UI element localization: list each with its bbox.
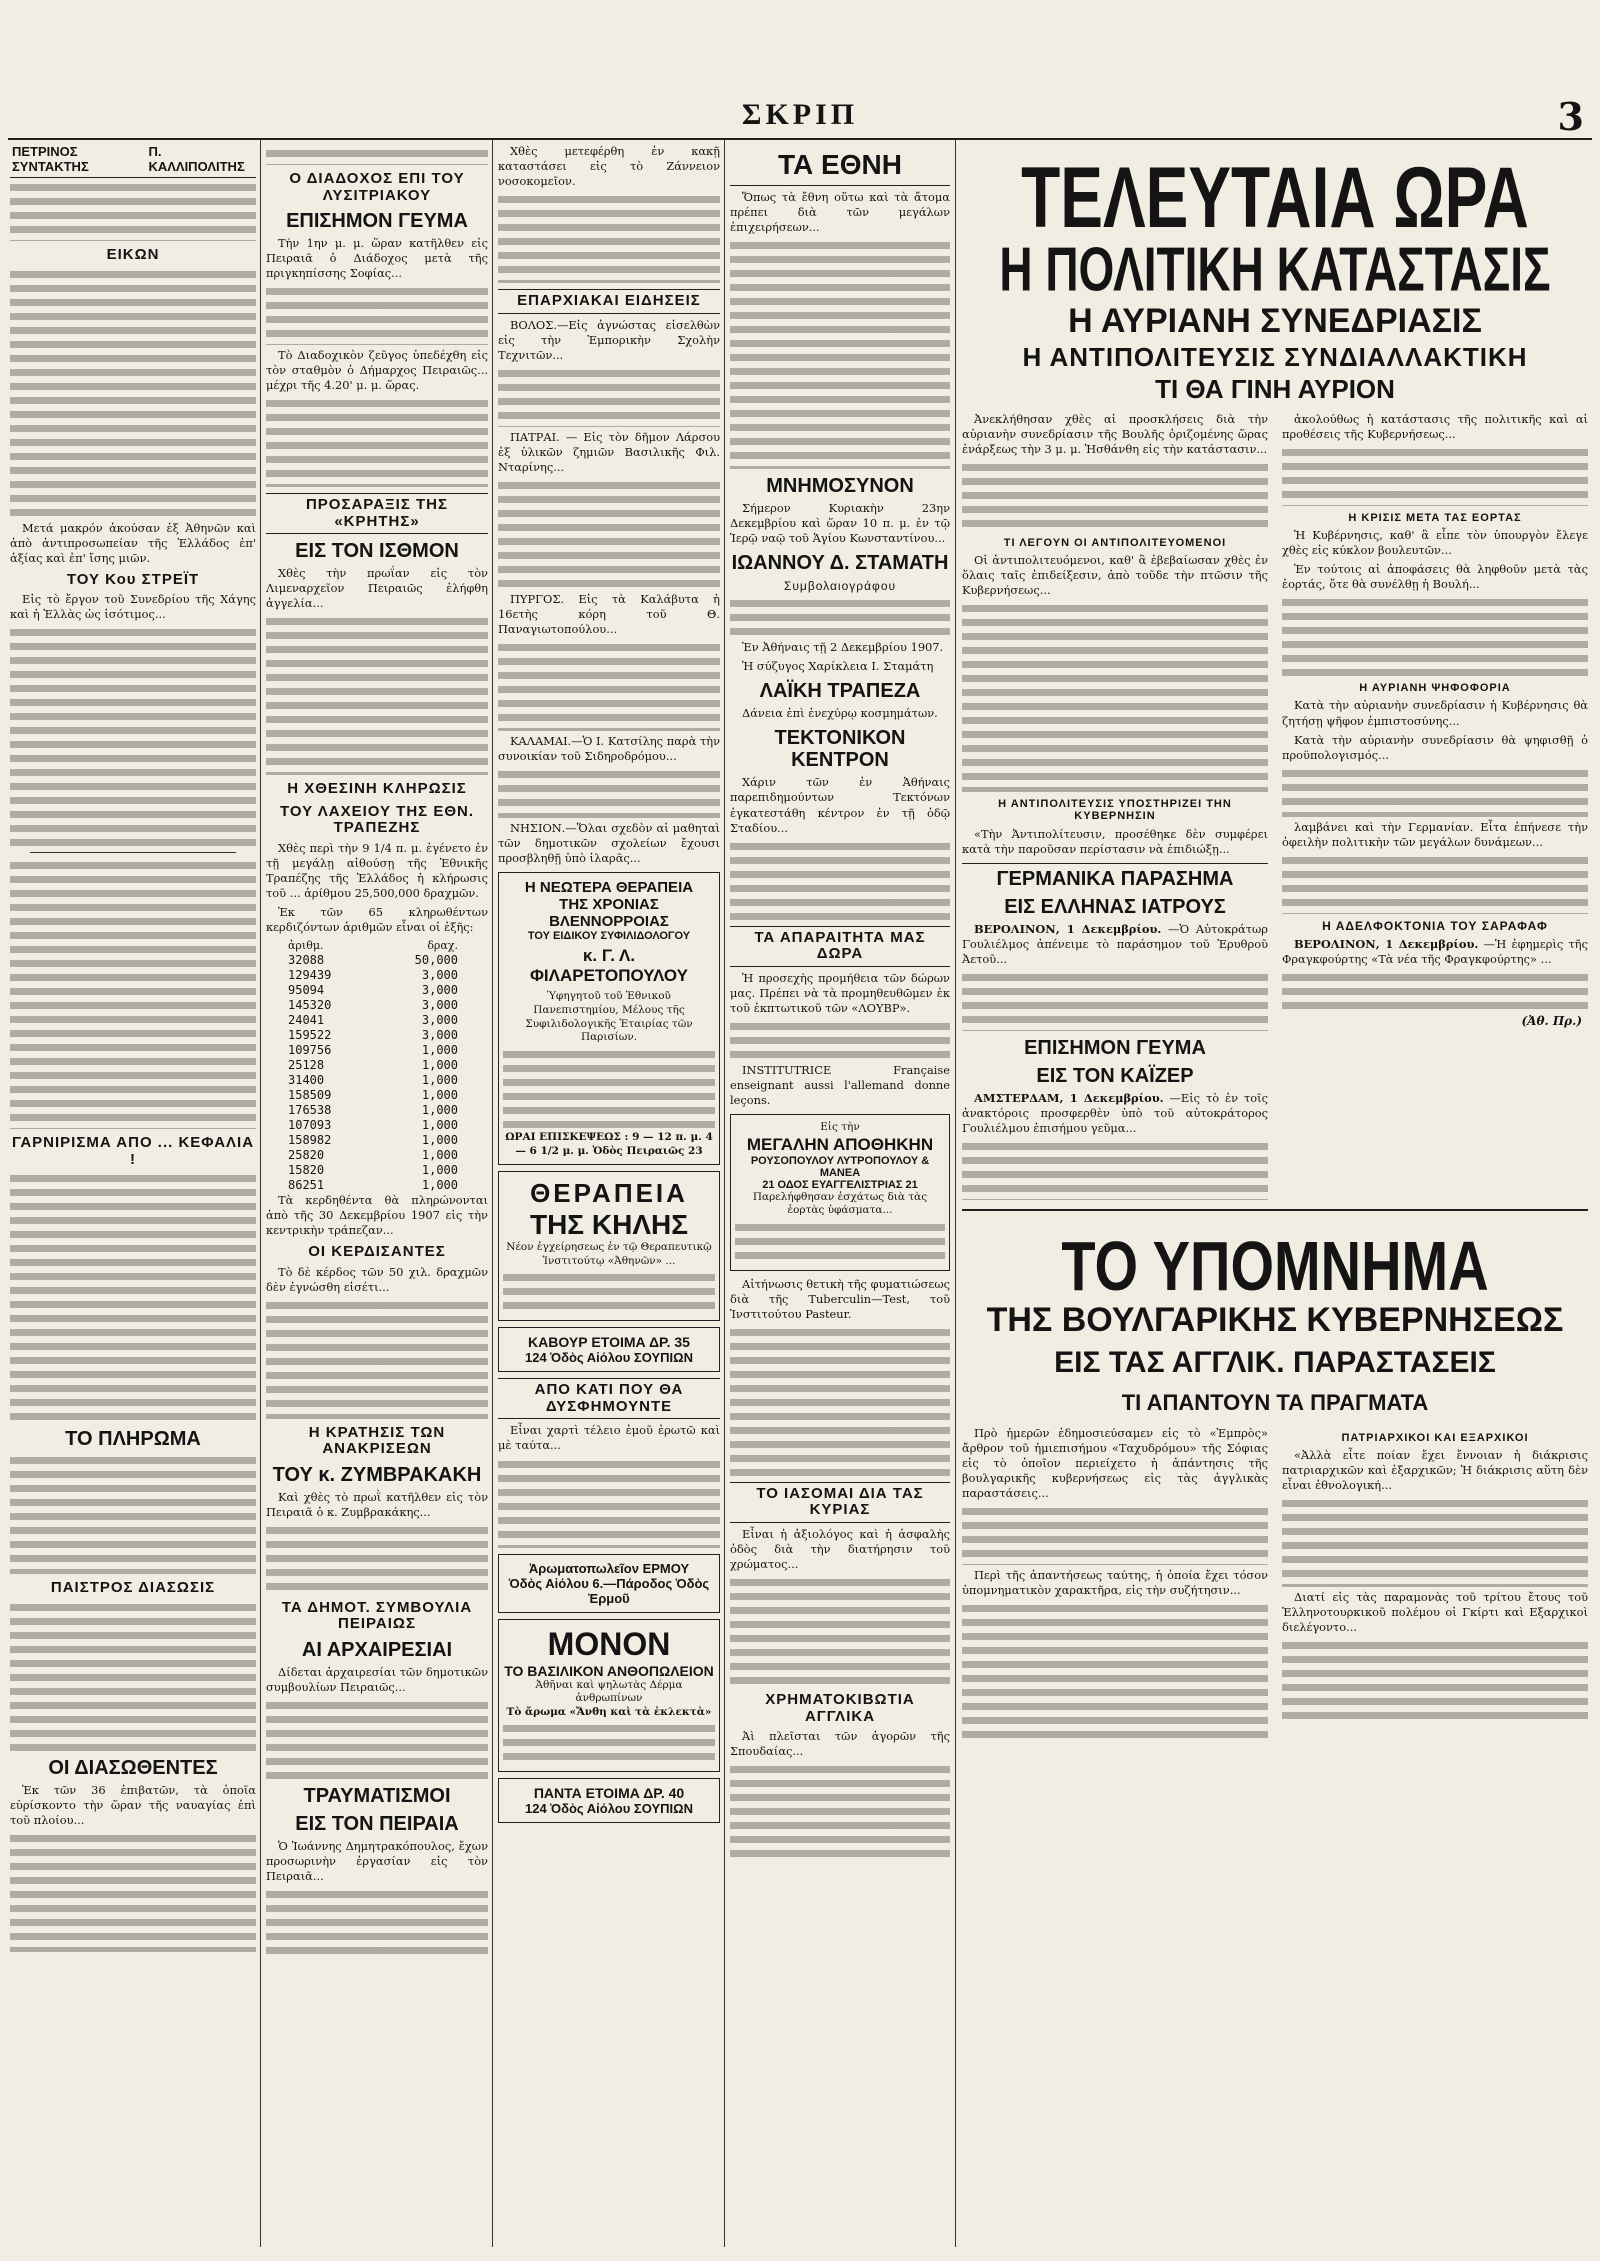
- lottery-prize: 1,000: [421, 1132, 458, 1147]
- text-block: [962, 602, 1268, 792]
- headline-diaswthentes: ΟΙ ΔΙΑΣΩΘΕΝΤΕΣ: [48, 1756, 218, 1779]
- column-rule: [492, 140, 493, 2247]
- lottery-prize: 1,000: [421, 1072, 458, 1087]
- ad-address: 124 Ὁδὸς Αἰόλου ΣΟΥΠΙΩΝ: [525, 1801, 693, 1817]
- lottery-row: [288, 1028, 458, 1043]
- paragraph: Δάνεια ἐπὶ ἐνεχύρῳ κοσμημάτων.: [742, 706, 938, 721]
- paragraph: ΒΟΛΟΣ.—Εἰς ἀγνώστας εἰσελθὼν εἰς τὴν Ἐμπορικὴν Σχολὴν Τεχνιτῶν...: [498, 317, 720, 362]
- lottery-row: [288, 1073, 458, 1088]
- column-rule: [260, 140, 261, 2247]
- ad-hours: ΩΡΑΙ ΕΠΙΣΚΕΨΕΩΣ : 9 — 12 π. μ. 4 — 6 1/2 μ. μ. Ὁδὸς Πειραιῶς 23: [505, 1130, 713, 1157]
- headline-kaizer: ΕΙΣ ΤΟΝ ΚΑΪΖΕΡ: [1036, 1064, 1194, 1087]
- column-2: [266, 144, 488, 2247]
- column-3: [498, 144, 720, 2247]
- ad-subtitle: ΤΟΥ ΕΙΔΙΚΟΥ ΣΥΦΙΛΙΔΟΛΟΓΟΥ: [527, 930, 691, 943]
- source-signature: (Ἀθ. Πρ.): [1521, 1014, 1582, 1029]
- text-block: [503, 1722, 715, 1762]
- ad-title: ΘΕΡΑΠΕΙΑ: [530, 1178, 688, 1209]
- text-block: [10, 859, 256, 1129]
- ad-doctor-name: κ. Γ. Λ. ΦΙΛΑΡΕΤΟΠΟΥΛΟΥ: [529, 946, 689, 986]
- paragraph: Διατί εἰς τὰς παραμονὰς τοῦ τρίτου ἔτους τοῦ Ἑλληνοτουρκικοῦ πολέμου οἱ Γκίρτι καὶ Εξαρχικοὶ διελέγοντο...: [1282, 1590, 1588, 1635]
- text-block: [266, 1699, 488, 1779]
- paragraph: Περὶ τῆς ἀπαντήσεως ταύτης, ἡ ὁποία ἔχει τόσον ὑπομνηματικὸν χαρακτῆρα, εἰς τὴν συζήτησιν...: [962, 1568, 1268, 1598]
- lottery-prize: 3,000: [421, 982, 458, 997]
- paragraph: Εἶναι ἡ ἀξιολόγος καὶ ἡ ἀσφαλὴς ὁδὸς διὰ τὴν διατήρησιν τοῦ χρώματος...: [730, 1526, 950, 1572]
- text-block: [10, 1832, 256, 1952]
- ad-title: ΤΗΣ ΚΗΛΗΣ: [529, 1209, 689, 1241]
- ad-title: ΚΑΒΟΥΡ ΕΤΟΙΜΑ ΔΡ. 35: [528, 1334, 690, 1351]
- paragraph: Κατὰ τὴν αὐριανὴν συνεδρίασιν ἡ Κυβέρνησις θὰ ζητήσῃ ψῆφον ἐμπιστοσύνης...: [1282, 698, 1588, 728]
- feuilleton-label: ΠΕΤΡΙΝΟΣ ΣΥΝΤΑΚΤΗΣ: [12, 144, 89, 174]
- headline-eparxiakai: ΕΠΑΡΧΙΑΚΑΙ ΕΙΔΗΣΕΙΣ: [498, 289, 720, 314]
- headline-tektonikon: ΤΕΚΤΟΝΙΚΟΝ ΚΕΝΤΡΟΝ: [774, 727, 906, 772]
- text-block: [730, 239, 950, 469]
- lottery-row: [288, 953, 458, 968]
- headline-apantoun: ΤΙ ΑΠΑΝΤΟΥΝ ΤΑ ΠΡΑΓΜΑΤΑ: [1121, 1389, 1429, 1415]
- text-block: [10, 268, 256, 518]
- text-block: [1282, 596, 1588, 676]
- lottery-header-number: ἀριθμ.: [288, 939, 324, 953]
- text-block: [10, 1601, 256, 1751]
- lottery-prize: 1,000: [421, 1087, 458, 1102]
- headline-avriani-synedriasis: Η ΑΥΡΙΑΝΗ ΣΥΝΕΔΡΙΑΣΙΣ: [1068, 302, 1482, 340]
- ad-body: Ἀθῆναι καὶ ψηλωτὰς Δέρμα ἀνθρωπίνων: [535, 1678, 683, 1705]
- text-block: [962, 1505, 1268, 1565]
- headline-iasomai: ΤΟ ΙΑΣΟΜΑΙ ΔΙΑ ΤΑΣ ΚΥΡΙΑΣ: [730, 1482, 950, 1523]
- headline-peiraia: ΕΙΣ ΤΟΝ ΠΕΙΡΑΙΑ: [295, 1812, 459, 1835]
- lottery-row: [288, 1148, 458, 1163]
- headline-krisis: Η ΚΡΙΣΙΣ ΜΕΤΑ ΤΑΣ ΕΟΡΤΑΣ: [1348, 512, 1522, 525]
- text-block: [962, 461, 1268, 531]
- ad-body: Ὑφηγητοῦ τοῦ Ἐθνικοῦ Πανεπιστημίου, Μέλους τῆς Συφιλιδολογικῆς Ἑταιρίας τῶν Παρισίων.: [525, 990, 693, 1044]
- ad-body: Νέον ἐγχείρησεως ἐν τῷ Θεραπευτικῷ Ἰνστιτούτῳ «Ἀθηνῶν» ...: [506, 1241, 712, 1267]
- headline-xrimatokivotia: ΧΡΗΜΑΤΟΚΙΒΩΤΙΑ ΑΓΓΛΙΚΑ: [765, 1691, 915, 1725]
- memorial-role: Συμβολαιογράφου: [783, 579, 897, 594]
- paragraph: ΝΗΣΙΟΝ.—Ὅλαι σχεδὸν αἱ μαθηταὶ τῶν δημοτικῶν σχολείων ἔχουσι προσβληθῇ ὑπὸ ἰλαρᾶς...: [498, 821, 720, 866]
- paragraph: Τὸ δὲ κέρδος τῶν 50 χιλ. δραχμῶν δὲν ἐγνώσθη εἰσέτι...: [266, 1264, 488, 1294]
- headline-episimon-geuma: ΕΠΙΣΗΜΟΝ ΓΕΥΜΑ: [1024, 1036, 1206, 1059]
- lottery-number: 24041: [288, 1012, 325, 1027]
- text-block: [730, 840, 950, 920]
- divider: [962, 1209, 1588, 1211]
- text-block: [1282, 767, 1588, 817]
- ad-title: Η ΝΕΩΤΕΡΑ ΘΕΡΑΠΕΙΑ: [524, 879, 694, 897]
- paragraph: Εἰς τὸ ἔργον τοῦ Συνεδρίου τῆς Χάγης καὶ ἡ Ἑλλὰς ὡς ἰσότιμος...: [10, 592, 256, 622]
- text-block: [730, 1576, 950, 1686]
- paragraph: Μετά μακρόν ἀκούσαν ἐξ Ἀθηνῶν καὶ ἀπὸ ἀντιπροσωπείαν τῆς Ἑλλάδος ἐπ' ἀξίας καὶ ἐπ' ἴσης μιῶν.: [10, 520, 256, 565]
- ad-title: ΤΟ ΒΑΣΙΛΙΚΟΝ ΑΝΘΟΠΩΛΕΙΟΝ: [504, 1662, 714, 1679]
- lottery-number: 158509: [288, 1087, 332, 1102]
- headline-kerdisantes: ΟΙ ΚΕΡΔΙΣΑΝΤΕΣ: [308, 1243, 446, 1261]
- headline-garnirisma: ΓΑΡΝΙΡΙΣΜΑ ΑΠΟ ... ΚΕΦΑΛΙΑ !: [11, 1134, 255, 1168]
- headline-eikon: ΕΙΚΩΝ: [106, 246, 160, 263]
- paragraph: Ἐκ τῶν 65 κληρωθέντων κερδιζόντων ἀριθμῶν εἶναι οἱ ἑξῆς:: [266, 905, 488, 935]
- text-block: [962, 1602, 1268, 1742]
- lottery-row: [288, 968, 458, 983]
- ad-title: Ἀρωματοπωλεῖον ΕΡΜΟΥ: [528, 1560, 690, 1576]
- headline-laiki: ΛΑΪΚΗ ΤΡΑΠΕΖΑ: [759, 680, 921, 703]
- headline-voulgarikis: ΤΗΣ ΒΟΥΛΓΑΡΙΚΗΣ ΚΥΒΕΡΝΗΣΕΩΣ: [986, 1300, 1564, 1339]
- two-column-block: [962, 412, 1588, 1203]
- column-1: [10, 144, 256, 2247]
- paragraph: Χθὲς περὶ τὴν 9 1/4 π. μ. ἐγένετο ἐν τῇ μεγάλῃ αἰθούσῃ τῆς Ἐθνικῆς Τραπέζης τῆς Ἑλλάδος ἡ κλήρωσις τοῦ ... ἀρίθμου 25,500,000 δραχμῶν.: [266, 840, 488, 901]
- advertisement-filaretopoulos: [498, 872, 720, 1165]
- lottery-prize: 3,000: [421, 1012, 458, 1027]
- paragraph: Ἐκ τῶν 36 ἐπιβατῶν, τὰ ὁποῖα εὑρίσκοντο τὴν ὥραν τῆς ναυαγίας ἐπὶ τοῦ πλοίου...: [10, 1782, 256, 1827]
- headline-psifoforia: Η ΑΥΡΙΑΝΗ ΨΗΦΟΦΟΡΙΑ: [1359, 682, 1511, 695]
- lottery-prize: 1,000: [421, 1057, 458, 1072]
- paragraph: «Ἀλλὰ εἶτε ποίαν ἔχει ἔννοιαν ἡ διάκρισις πατριαρχικῶν καὶ ἐξαρχικῶν; Ἡ διάκρισις αὕτη δὲν εἶναι ἐθνολογική...: [1282, 1448, 1588, 1493]
- paragraph: ΠΥΡΓΟΣ. Εἰς τὰ Καλάβυτα ἡ 16ετὴς κόρη τοῦ Θ. Παναγιωτοπούλου...: [498, 591, 720, 637]
- feuilleton-author: Π. ΚΑΛΛΙΠΟΛΙΤΗΣ: [148, 144, 245, 174]
- text-block: [266, 1524, 488, 1594]
- ad-title: ΜΟΝΟΝ: [547, 1625, 671, 1662]
- text-block: [498, 641, 720, 731]
- lottery-prize: 1,000: [421, 1162, 458, 1177]
- newspaper-title: ΣΚΡΙΠ: [741, 98, 859, 131]
- paragraph: Ἡ Κυβέρνησις, καθ' ἃ εἶπε τὸν ὑπουργὸν ἔλεγε χθὲς εἰς κύκλον βουλευτῶν...: [1282, 528, 1588, 558]
- page-number: 3: [1557, 94, 1584, 139]
- text-block: [962, 971, 1268, 1031]
- lottery-prize: 1,000: [421, 1042, 458, 1057]
- lottery-number: 109756: [288, 1042, 332, 1057]
- headline-diaswsis: ΠΑΙΣΤΡΟΣ ΔΙΑΣΩΣΙΣ: [50, 1579, 216, 1597]
- text-block: [266, 147, 488, 165]
- lottery-row: [288, 983, 458, 998]
- paragraph: Ὁ Ἰωάννης Δημητρακόπουλος, ἔχων προσωρινὴν ἐργασίαν εἰς τὸν Πειραιᾶ...: [266, 1838, 488, 1883]
- headline-mnimosynon: ΜΝΗΜΟΣΥΝΟΝ: [766, 474, 914, 497]
- ad-address: 21 ΟΔΟΣ ΕΥΑΓΓΕΛΙΣΤΡΙΑΣ 21: [762, 1178, 918, 1191]
- headline-laxeiou: ΤΟΥ ΛΑΧΕΙΟΥ ΤΗΣ ΕΘΝ. ΤΡΑΠΕΖΗΣ: [279, 802, 475, 837]
- lottery-row: [288, 998, 458, 1013]
- subcolumn-right: [1282, 412, 1588, 1203]
- text-block: [10, 626, 256, 846]
- text-block: [962, 1140, 1268, 1200]
- headline-politiki-katastasis: Η ΠΟΛΙΤΙΚΗ ΚΑΤΑΣΤΑΣΙΣ: [999, 233, 1551, 305]
- paragraph-body: —Εἰς τὸ ἐν τοῖς ἀνακτόροις προσφερθὲν ὑπὸ τοῦ αὐτοκράτορος Γουλιέλμου ἐπισήμου γεῦμα...: [962, 1090, 1268, 1135]
- ad-intro: Εἰς τὴν: [820, 1120, 860, 1133]
- paragraph: Χάριν τῶν ἐν Ἀθήναις παρεπιδημούντων Τεκτόνων ἐγκατεστάθη κέντρον ἐν τῇ ὁδῷ Σταδίου...: [730, 775, 950, 835]
- lottery-row: [288, 1133, 458, 1148]
- lottery-header: [288, 939, 458, 953]
- paragraph: λαμβάνει καὶ τὴν Γερμανίαν. Εἶτα ἐπήνεσε τὴν ὀφειλὴν πολιτικὴν τῶν μεγάλων δυνάμεων...: [1282, 819, 1588, 849]
- paragraph: Δίδεται ἀρχαιρεσίαι τῶν δημοτικῶν συμβουλίων Πειραιῶς...: [266, 1664, 488, 1694]
- text-block: [503, 1048, 715, 1128]
- lottery-number: 129439: [288, 967, 332, 982]
- text-block: [1282, 1639, 1588, 1719]
- ad-body: Τὸ ἄρωμα «Ἄνθη καὶ τὰ ἐκλεκτὰ»: [506, 1705, 712, 1718]
- lottery-number: 86251: [288, 1177, 325, 1192]
- text-block: [1282, 971, 1588, 1011]
- advertisement-anthopoleion: [498, 1619, 720, 1773]
- paragraph: Οἱ ἀντιπολιτευόμενοι, καθ' ἃ ἐβεβαίωσαν χθὲς ἐν ὅλαις ταῖς ἐπιδείξεσιν, ἀπὸ τοῦδε τὴν πτῶσιν τῆς Κυβερνήσεως...: [962, 553, 1268, 598]
- ad-title: ΜΕΓΑΛΗΝ ΑΠΟΘΗΚΗΝ: [746, 1134, 934, 1154]
- headline-strait: ΤΟΥ Κου ΣΤΡΕΪΤ: [66, 570, 200, 588]
- ad-body: Παρελήφθησαν ἐσχάτως διὰ τὰς ἑορτὰς ὑφάσματα...: [752, 1190, 928, 1217]
- column-rule: [955, 140, 956, 2247]
- headline-legousi: ΤΙ ΛΕΓΟΥΝ ΟΙ ΑΝΤΙΠΟΛΙΤΕΥΟΜΕΝΟΙ: [1003, 537, 1227, 550]
- text-block: [498, 768, 720, 818]
- lottery-number: 31400: [288, 1072, 325, 1087]
- column-rule: [724, 140, 725, 2247]
- text-block: [10, 1172, 256, 1422]
- paragraph: Εἶναι χαρτὶ τέλειο ἐμοῦ ἐρωτῶ καὶ μὲ ταύτα...: [498, 1423, 720, 1453]
- lottery-row: [288, 1163, 458, 1178]
- headline-adelfoktonia: Η ΑΔΕΛΦΟΚΤΟΝΙΑ ΤΟΥ ΣΑΡΑΦΑΦ: [1322, 918, 1548, 933]
- advertisement-kili: [498, 1171, 720, 1321]
- paragraph: Σήμερον Κυριακὴν 23ην Δεκεμβρίου καὶ ὥραν 10 π. μ. ἐν τῷ Ἱερῷ ναῷ τοῦ Ἁγίου Κωνσταντίνου...: [730, 500, 950, 546]
- advertisement-kavour: [498, 1327, 720, 1372]
- text-block: [498, 367, 720, 427]
- text-block: [503, 1271, 715, 1311]
- lottery-row: [288, 1118, 458, 1133]
- paragraph-body: —Ὁ Αὐτοκράτωρ Γουλιέλμος ἀπένειμε τὸ παράσημον τοῦ Ἐρυθροῦ Ἀετοῦ...: [962, 921, 1268, 966]
- text-block: [730, 597, 950, 637]
- text-block: [730, 1763, 950, 1863]
- subcolumn-left-lower: [962, 1426, 1268, 1745]
- paragraph: Ὅπως τὰ ἔθνη οὕτω καὶ τὰ ἄτομα πρέπει διὰ τῶν μεγάλων ἐπιχειρήσεων...: [730, 189, 950, 234]
- headline-dimot: ΤΑ ΔΗΜΟΤ. ΣΥΜΒΟΥΛΙΑ ΠΕΙΡΑΙΩΣ: [281, 1598, 473, 1633]
- headline-arxairesiai: ΑΙ ΑΡΧΑΙΡΕΣΙΑΙ: [301, 1638, 453, 1661]
- lottery-prize: 3,000: [421, 967, 458, 982]
- advertisement-apothiki: [730, 1114, 950, 1271]
- paragraph: Ἐν τούτοις αἱ ἀποφάσεις θὰ ληφθοῦν μετὰ τὰς ἑορτάς, ὅτε θὰ συνέλθῃ ἡ Βουλή...: [1282, 562, 1588, 592]
- paragraph: Αἰτήνωσις θετικὴ τῆς φυματιώσεως διὰ τῆς Tuberculin—Test, τοῦ Ἰνστιτούτου Pasteur.: [730, 1276, 950, 1321]
- paragraph: [962, 1091, 1268, 1136]
- headline-zymbrakakis: ΤΟΥ κ. ΖΥΜΒΡΑΚΑΚΗ: [272, 1463, 482, 1486]
- headline-patriarxikoi: ΠΑΤΡΙΑΡΧΙΚΟΙ ΚΑΙ ΕΞΑΡΧΙΚΟΙ: [1341, 1431, 1529, 1444]
- text-block: [730, 1326, 950, 1476]
- lottery-row: [288, 1103, 458, 1118]
- lottery-row: [288, 1013, 458, 1028]
- memorial-signature: Ἡ σύζυγος Χαρίκλεια Ι. Σταμάτη: [742, 659, 934, 674]
- dateline: ΒΕΡΟΛΙΝΟΝ, 1 Δεκεμβρίου.: [1294, 936, 1479, 951]
- headline-diadoxos: Ο ΔΙΑΔΟΧΟΣ ΕΠΙ ΤΟΥ ΛΥΣΙΤΡΙΑΚΟΥ: [289, 170, 465, 204]
- text-block: [1282, 446, 1588, 506]
- text-block: [10, 1454, 256, 1574]
- lottery-prize: 3,000: [421, 997, 458, 1012]
- lottery-row: [288, 1178, 458, 1193]
- lottery-row: [288, 1058, 458, 1073]
- text-block: [10, 181, 256, 241]
- advertisement-panta-etoima: [498, 1778, 720, 1823]
- feuilleton-header: [10, 144, 256, 178]
- paragraph: ΚΑΛΑΜΑΙ.—Ὁ Ι. Κατσίλης παρὰ τὴν συνοικίαν τοῦ Σιδηροδρόμου...: [498, 734, 720, 764]
- paragraph-body: —Ἡ ἐφημερὶς τῆς Φραγκφούρτης «Τὰ νέα τῆς Φραγκφούρτης» ...: [1282, 936, 1588, 966]
- text-block: [498, 479, 720, 589]
- paragraph: [962, 922, 1268, 967]
- headline-kratisi: Η ΚΡΑΤΗΣΙΣ ΤΩΝ ΑΝΑΚΡΙΣΕΩΝ: [308, 1423, 446, 1458]
- paragraph: ἀκολούθως ἡ κατάστασις τῆς πολιτικῆς καὶ αἱ προθέσεις τῆς Κυβερνήσεως...: [1282, 412, 1588, 442]
- paragraph: [1282, 937, 1588, 967]
- text-block: [1282, 854, 1588, 914]
- two-column-block-lower: [962, 1426, 1588, 1745]
- lottery-header-prize: δραχ.: [427, 939, 458, 953]
- headline-episimon: ΕΠΙΣΗΜΟΝ ΓΕΥΜΑ: [286, 210, 468, 232]
- lottery-row: [288, 1043, 458, 1058]
- paragraph: Χθὲς μετεφέρθη ἐν κακῇ καταστάσει εἰς τὸ Ζάννειον νοσοκομεῖον.: [498, 144, 720, 189]
- headline-antipoliteusis: Η ΑΝΤΙΠΟΛΙΤΕΥΣΙΣ ΣΥΝΔΙΑΛΛΑΚΤΙΚΗ: [1022, 342, 1528, 372]
- headline-aparaiteta: ΤΑ ΑΠΑΡΑΙΤΗΤΑ ΜΑΣ ΔΩΡΑ: [730, 926, 950, 967]
- paragraph: Κατὰ τὴν αὐριανὴν συνεδρίασιν θὰ ψηφισθῇ ὁ προϋπολογισμός...: [1282, 732, 1588, 762]
- paragraph: INSTITUTRICE Française enseignant aussi l'allemand donne leçons.: [730, 1062, 950, 1107]
- lottery-prize: 1,000: [421, 1102, 458, 1117]
- ad-title: ΤΗΣ ΧΡΟΝΙΑΣ ΒΛΕΝΝΟΡΡΟΙΑΣ: [549, 896, 669, 931]
- text-block: [266, 1299, 488, 1419]
- text-block: [266, 285, 488, 345]
- text-block: [1282, 1497, 1588, 1587]
- lottery-number: 15820: [288, 1162, 325, 1177]
- ad-address: 124 Ὁδὸς Αἰόλου ΣΟΥΠΙΩΝ: [525, 1350, 693, 1366]
- lottery-prize: 1,000: [421, 1147, 458, 1162]
- advertisement-ermou: [498, 1554, 720, 1613]
- headline-isthmon: ΕΙΣ ΤΟΝ ΙΣΘΜΟΝ: [295, 540, 459, 563]
- paragraph: Καὶ χθὲς τὸ πρωῒ κατῆλθεν εἰς τὸν Πειραιᾶ ὁ κ. Ζυμβρακάκης...: [266, 1489, 488, 1519]
- lottery-results-table: [266, 939, 488, 1193]
- headline-germanika: ΓΕΡΜΑΝΙΚΑ ΠΑΡΑΣΗΜΑ: [962, 863, 1268, 890]
- headline-ethni: ΤΑ ΕΘΝΗ: [730, 150, 950, 186]
- memorial-date: Ἐν Ἀθήναις τῇ 2 Δεκεμβρίου 1907.: [742, 640, 944, 655]
- lottery-row: [288, 1088, 458, 1103]
- headline-ypomnima: ΤΟ ΥΠΟΜΝΗΜΑ: [1061, 1226, 1489, 1305]
- text-block: [498, 193, 720, 283]
- headline-prosaraxis: ΠΡΟΣΑΡΑΞΙΣ ΤΗΣ «ΚΡΗΤΗΣ»: [266, 493, 488, 534]
- headline-parastaseis: ΕΙΣ ΤΑΣ ΑΓΓΛΙΚ. ΠΑΡΑΣΤΑΣΕΙΣ: [1054, 1345, 1496, 1379]
- headline-antipol-yposthrizei: Η ΑΝΤΙΠΟΛΙΤΕΥΣΙΣ ΥΠΟΣΤΗΡΙΖΕΙ ΤΗΝ ΚΥΒΕΡΝΗΣΙΝ: [998, 798, 1232, 823]
- masthead: [8, 94, 1592, 140]
- paragraph: ΠΑΤΡΑΙ. — Εἰς τὸν δῆμον Λάρσου ἐξ ὑλικῶν ζημιῶν Βασιλικῆς Φιλ. Νταρίνης...: [498, 429, 720, 474]
- column-4: [730, 144, 950, 2247]
- ad-address: Ὁδὸς Αἰόλου 6.—Πάροδος Ὁδὸς Ἑρμοῦ: [508, 1575, 710, 1606]
- text-block: [266, 615, 488, 775]
- headline-klirwsis: Η ΧΘΕΣΙΝΗ ΚΛΗΡΩΣΙΣ: [287, 780, 467, 798]
- divider: [30, 852, 236, 853]
- subcolumn-right-lower: [1282, 1426, 1588, 1745]
- headline-teleutaia-wra: ΤΕΛΕΥΤΑΙΑ ΩΡΑ: [1021, 148, 1529, 246]
- lottery-number: 145320: [288, 997, 332, 1012]
- headline-dysfimountes: ΑΠΟ ΚΑΤΙ ΠΟΥ ΘΑ ΔΥΣΦΗΜΟΥΝΤΕ: [498, 1378, 720, 1419]
- lottery-number: 107093: [288, 1117, 332, 1132]
- lottery-number: 95094: [288, 982, 325, 997]
- lottery-prize: 1,000: [421, 1117, 458, 1132]
- lottery-prize: 50,000: [414, 952, 458, 967]
- text-block: [730, 1020, 950, 1060]
- paragraph: Τὸ Διαδοχικὸν ζεῦγος ὑπεδέχθη εἰς τὸν σταθμὸν ὁ Δήμαρχος Πειραιῶς... μέχρι τῆς 4.20' μ. μ. ὥρας.: [266, 348, 488, 393]
- headline-ellinas-iatrous: ΕΙΣ ΕΛΛΗΝΑΣ ΙΑΤΡΟΥΣ: [1004, 895, 1226, 918]
- lottery-prize: 3,000: [421, 1027, 458, 1042]
- ad-title: ΠΑΝΤΑ ΕΤΟΙΜΑ ΔΡ. 40: [533, 1785, 685, 1802]
- subcolumn-left: [962, 412, 1268, 1203]
- paragraph: Χθὲς τὴν πρωΐαν εἰς τὸν Λιμεναρχεῖον Πειραιῶς ἐλήφθη ἀγγελία...: [266, 566, 488, 611]
- paragraph: Ἡ προσεχὴς προμήθεια τῶν δώρων μας. Πρέπει νὰ τὰ προμηθευθῶμεν ἐκ τοῦ ἐκπτωτικοῦ τῶν «ΛΟΥΒΡ».: [730, 970, 950, 1015]
- paragraph: «Τὴν Ἀντιπολίτευσιν, προσέθηκε δὲν συμφέρει κατὰ τὴν παροῦσαν περίστασιν νὰ ἐπιδιώξῃ...: [962, 826, 1268, 856]
- paragraph: Τὰ κερδηθέντα θὰ πληρώνονται ἀπὸ τῆς 30 Δεκεμβρίου 1907 εἰς τὴν κεντρικὴν τράπεζαν...: [266, 1192, 488, 1238]
- paragraph: Πρὸ ἡμερῶν ἐδημοσιεύσαμεν εἰς τὸ «Ἐμπρὸς» ἄρθρον τοῦ ἡμιεπισήμου «Ταχυδρόμου» τῆς Σόφιας εἰς τὸ ὁποῖον περιείχετο ἡ ἀπάντησις τῆς βουλγαρικῆς κυβερνήσεως εἰς τὰς ἀγγλικὰς παραστάσεις...: [962, 1425, 1268, 1501]
- lottery-number: 158982: [288, 1132, 332, 1147]
- lottery-number: 25128: [288, 1057, 325, 1072]
- dateline: ΑΜΣΤΕΡΔΑΜ, 1 Δεκεμβρίου.: [974, 1090, 1164, 1105]
- headline-ti-tha-ginei: ΤΙ ΘΑ ΓΙΝΗ ΑΥΡΙΟΝ: [1155, 374, 1395, 404]
- lottery-prize: 1,000: [421, 1177, 458, 1192]
- paragraph: Ἀὶ πλεῖσται τῶν ἀγορῶν τῆς Σπουδαίας...: [730, 1729, 950, 1759]
- text-block: [266, 397, 488, 487]
- lottery-number: 159522: [288, 1027, 332, 1042]
- lottery-number: 32088: [288, 952, 325, 967]
- paragraph: Τὴν 1ην μ. μ. ὥραν κατῆλθεν εἰς Πειραιᾶ ὁ Διάδοχος μετὰ τῆς πριγκηπίσσης Σοφίας...: [266, 236, 488, 281]
- text-block: [735, 1221, 945, 1261]
- text-block: [266, 1888, 488, 1958]
- dateline: ΒΕΡΟΛΙΝΟΝ, 1 Δεκεμβρίου.: [974, 921, 1162, 936]
- text-block: [498, 1458, 720, 1548]
- lottery-number: 176538: [288, 1102, 332, 1117]
- headline-plirwma: ΤΟ ΠΛΗΡΩΜΑ: [65, 1428, 201, 1451]
- paragraph: Ἀνεκλήθησαν χθὲς αἱ προσκλήσεις διὰ τὴν αὐριανὴν συνεδρίασιν τῆς Βουλῆς ὁριζομένης ὥρας ἐνάρξεως τὴν 3 μ. μ. Ἠσθάνθη εἰς τὴν κατάστασιν...: [962, 412, 1268, 457]
- memorial-name: ΙΩΑΝΝΟΥ Δ. ΣΤΑΜΑΤΗ: [731, 552, 949, 575]
- lottery-number: 25820: [288, 1147, 325, 1162]
- column-5: [962, 144, 1588, 2247]
- headline-traumatismoi: ΤΡΑΥΜΑΤΙΣΜΟΙ: [303, 1784, 451, 1807]
- ad-owners: ΡΟΥΣΟΠΟΥΛΟΥ ΛΥΤΡΟΠΟΥΛΟΥ & ΜΑΝΕΑ: [750, 1154, 930, 1179]
